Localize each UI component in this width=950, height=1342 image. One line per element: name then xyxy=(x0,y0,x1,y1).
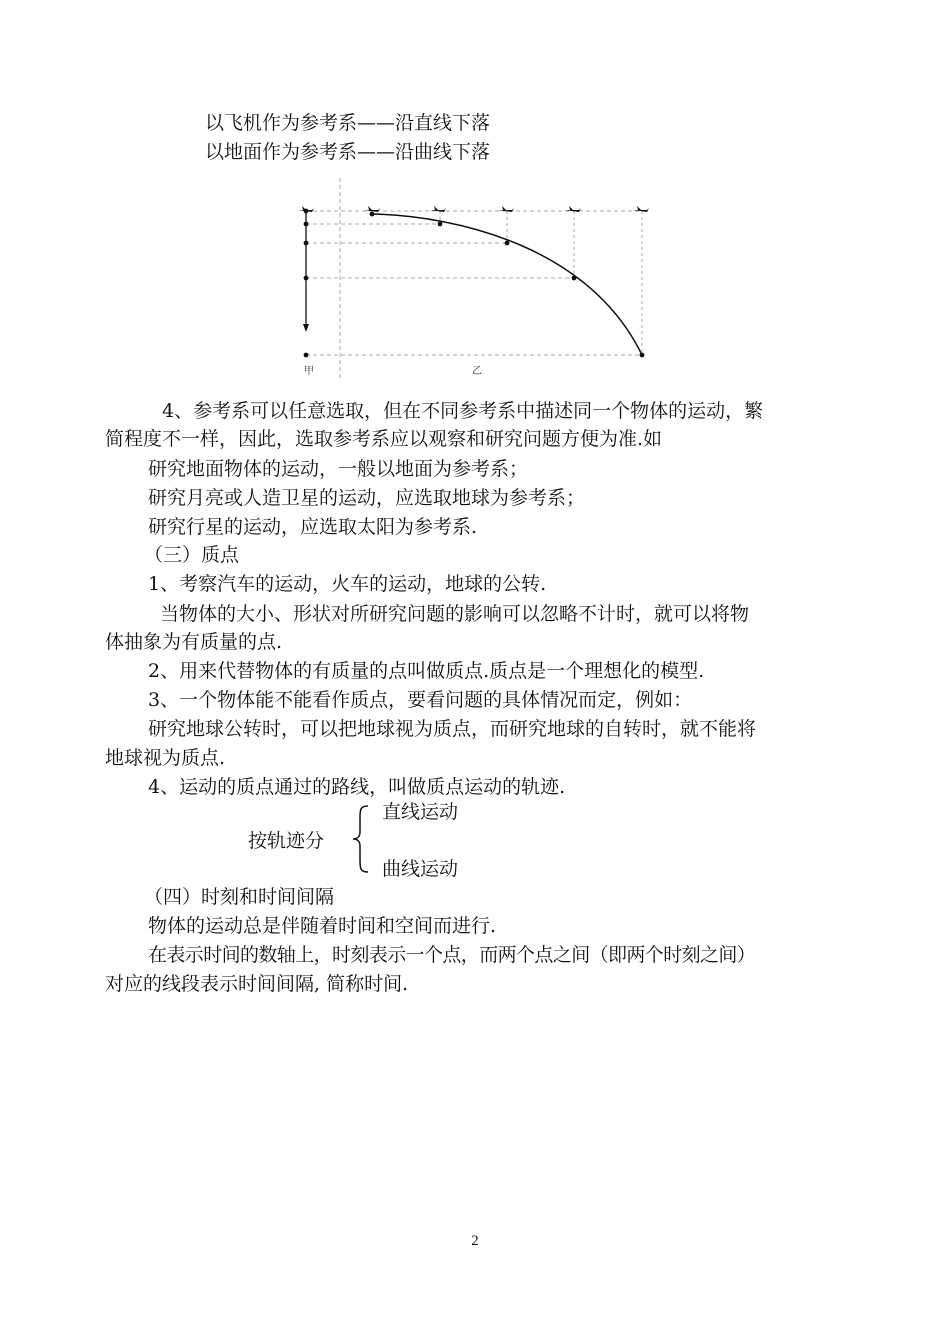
paragraph-point-condition-line1: 当物体的大小、形状对所研究问题的影响可以忽略不计时，就可以将物 xyxy=(160,603,750,625)
section-3-heading: （三）质点 xyxy=(144,544,240,566)
section-4-heading: （四）时刻和时间间隔 xyxy=(144,886,335,908)
trajectory-svg xyxy=(290,178,660,380)
paragraph-earth-example-line1: 研究地球公转时，可以把地球视为质点，而研究地球的自转时，就不能将 xyxy=(148,718,757,740)
paragraph-time-axis-line1: 在表示时间的数轴上，时刻表示一个点，而两个点之间（即两个时刻之间） xyxy=(148,944,756,966)
label-jia: 甲 xyxy=(304,366,314,377)
straight-fall-arrow xyxy=(303,324,309,332)
paragraph-point-3: 3、一个物体能不能看作质点，要看问题的具体情况而定，例如： xyxy=(148,689,693,711)
curly-brace-icon xyxy=(350,804,372,874)
curve-dot-4 xyxy=(572,276,577,281)
curve-dot-3 xyxy=(505,241,510,246)
classify-option-straight: 直线运动 xyxy=(382,801,459,823)
classify-label: 按轨迹分 xyxy=(248,830,325,852)
paragraph-ground-frame: 研究地面物体的运动，一般以地面为参考系； xyxy=(148,458,529,480)
page-number: 2 xyxy=(471,1233,479,1249)
curve-dot-5 xyxy=(640,353,645,358)
straight-dot-5 xyxy=(304,353,309,358)
airplane-icon-4 xyxy=(498,206,514,212)
paragraph-time-space: 物体的运动总是伴随着时间和空间而进行. xyxy=(148,915,497,937)
paragraph-sun-frame: 研究行星的运动，应选取太阳为参考系. xyxy=(148,516,478,538)
paragraph-point-2: 2、用来代替物体的有质量的点叫做质点.质点是一个理想化的模型. xyxy=(148,660,705,682)
falling-object-diagram xyxy=(290,178,660,380)
straight-dot-4 xyxy=(304,276,309,281)
curve-dot-2 xyxy=(438,222,443,227)
airplane-icon-2 xyxy=(364,206,380,212)
plane-frame-line: 以飞机作为参考系——沿直线下落 xyxy=(205,112,491,134)
ground-frame-line: 以地面作为参考系——沿曲线下落 xyxy=(205,141,491,163)
straight-dot-3 xyxy=(304,241,309,246)
paragraph-point-1: 1、考察汽车的运动，火车的运动，地球的公转. xyxy=(148,573,547,595)
paragraph-point-condition-line2: 体抽象为有质量的点. xyxy=(105,631,283,653)
paragraph-point-4: 4、运动的质点通过的路线，叫做质点运动的轨迹. xyxy=(148,776,566,798)
classify-option-curved: 曲线运动 xyxy=(382,858,459,880)
paragraph-earth-example-line2: 地球视为质点. xyxy=(105,747,226,769)
straight-dot-2 xyxy=(304,222,309,227)
paragraph-4-line2: 简程度不一样，因此，选取参考系应以观察和研究问题方便为准.如 xyxy=(105,428,663,450)
paragraph-4-line1: 4、参考系可以任意选取，但在不同参考系中描述同一个物体的运动，繁 xyxy=(162,400,764,422)
label-yi: 乙 xyxy=(472,366,482,377)
curve-dot-1 xyxy=(370,212,375,217)
paragraph-time-axis-line2: 对应的线段表示时间间隔, 简称时间. xyxy=(105,973,409,995)
paragraph-earth-frame: 研究月亮或人造卫星的运动，应选取地球为参考系； xyxy=(148,487,586,509)
